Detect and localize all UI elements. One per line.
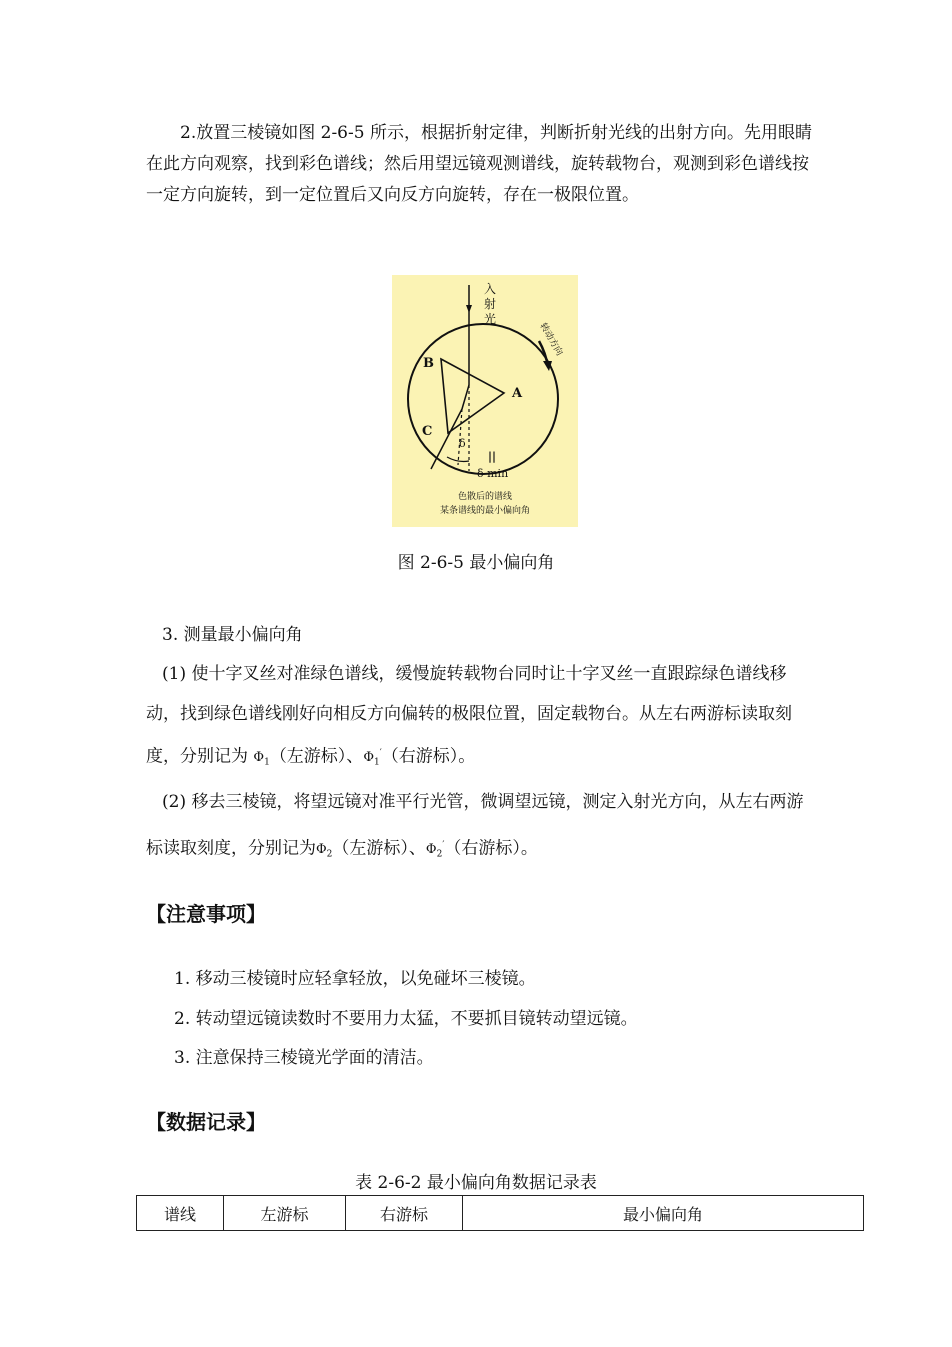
parallel-mark: ||: [488, 450, 497, 463]
vertex-b-label: B: [423, 356, 434, 371]
col-right-vernier: 右游标: [346, 1196, 463, 1231]
delta-min-label: δ min: [477, 467, 509, 480]
figure-caption-line1: 色散后的谱线: [457, 492, 513, 502]
notes-item-1: 1. 移动三棱镜时应轻拿轻放，以免碰坏三棱镜。: [174, 969, 536, 989]
vertex-a-label: A: [512, 386, 523, 401]
refracted-ray: [462, 385, 469, 409]
prism-diagram: [392, 275, 578, 527]
col-left-vernier: 左游标: [224, 1196, 346, 1231]
incident-label-2: 射: [484, 297, 497, 311]
col-min-deviation: 最小偏向角: [463, 1196, 864, 1231]
vertex-c-label: C: [422, 424, 433, 439]
table-title: 表 2-6-2 最小偏向角数据记录表: [355, 1173, 597, 1193]
step3-heading: 3. 测量最小偏向角: [162, 625, 303, 645]
prism-figure: [392, 275, 578, 527]
step3-sub2: [146, 780, 816, 877]
figure-caption-line2: 某条谱线的最小偏向角: [439, 506, 531, 516]
table-header-row: [137, 1196, 864, 1231]
left-vernier-1: （左游标）、: [269, 746, 364, 767]
left-vernier-2: （左游标）、: [332, 838, 426, 859]
prism-triangle: [441, 359, 504, 433]
notes-heading: 【注意事项】: [146, 902, 266, 926]
phi1-left: $\Phi_1$: [253, 750, 270, 768]
incident-label-1: 入: [484, 282, 497, 296]
figure-title: 图 2-6-5 最小偏向角: [397, 553, 555, 573]
sub1-text: (1) 使十字叉丝对准绿色谱线，缓慢旋转载物台同时让十字叉丝一直跟踪绿色谱线移动，找到绿色谱线刚好向相反方向偏转的极限位置，固定载物台。从左右两游标读取刻度，分别记为: [146, 664, 792, 767]
data-record-heading: 【数据记录】: [146, 1110, 266, 1134]
sub2-text: (2) 移去三棱镜，将望远镜对准平行光管，微调望远镜，测定入射光方向，从左右两游标读取刻度，分别记为: [146, 792, 804, 859]
phi2-right: $\Phi_2'$: [425, 841, 445, 860]
right-vernier-2: （右游标）。: [444, 838, 538, 859]
phi1-right: $\Phi_1'$: [363, 749, 382, 768]
delta-label: δ: [459, 437, 466, 450]
step3-sub1: [146, 654, 816, 783]
step2-paragraph: 2.放置三棱镜如图 2-6-5 所示，根据折射定律，判断折射光线的出射方向。先用眼睛在此方向观察，找到彩色谱线；然后用望远镜观测谱线，旋转载物台，观测到彩色谱线按一定方向旋转，到一定位置后又向反方向旋转，存在一极限位置。: [146, 123, 812, 205]
turntable-circle: [408, 324, 558, 474]
notes-item-2: 2. 转动望远镜读数时不要用力太猛，不要抓目镜转动望远镜。: [174, 1009, 638, 1029]
notes-item-3: 3. 注意保持三棱镜光学面的清洁。: [174, 1048, 434, 1068]
phi2-left: $\Phi_2$: [316, 842, 333, 860]
rotation-label: 转动方向: [537, 321, 565, 358]
right-vernier-1: （右游标）。: [381, 746, 476, 767]
col-spectral-line: 谱线: [137, 1196, 224, 1231]
incident-label-3: 光: [484, 312, 497, 326]
data-record-table: [136, 1195, 864, 1231]
